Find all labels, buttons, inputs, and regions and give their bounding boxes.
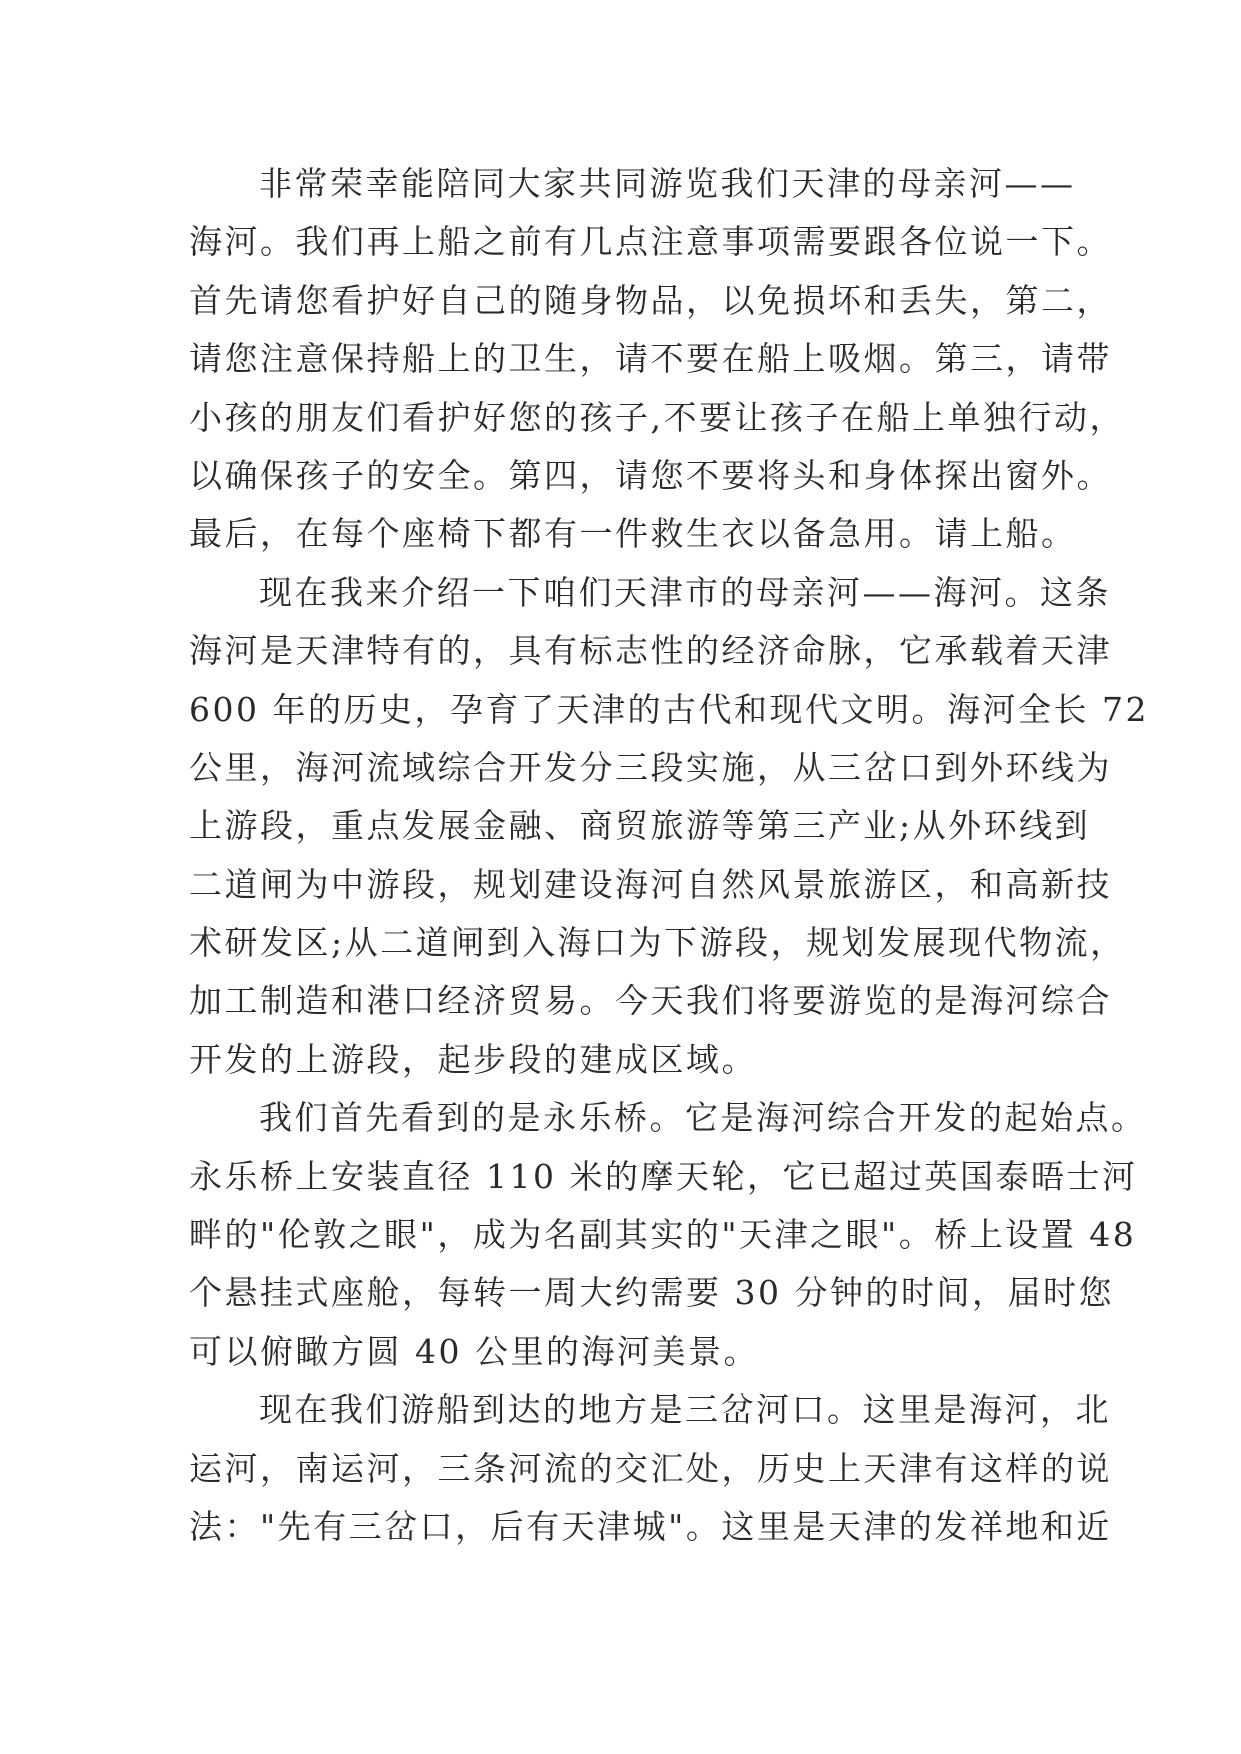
paragraph-line: 小孩的朋友们看护好您的孩子,不要让孩子在船上单独行动， [189,397,1125,437]
paragraph-line: 畔的"伦敦之眼"，成为名副其实的"天津之眼"。桥上设置 48 [189,1215,1137,1255]
paragraph-line: 运河，南运河，三条河流的交汇处，历史上天津有这样的说 [189,1448,1112,1488]
paragraph-1 [189,155,1125,564]
paragraph-line: 开发的上游段，起步段的建成区域。 [189,1039,757,1079]
document-body [189,155,1149,1556]
paragraph-line: 最后，在每个座椅下都有一件救生衣以备急用。请上船。 [189,514,1077,554]
paragraph-line: 首先请您看护好自己的随身物品，以免损坏和丢失，第二， [189,280,1112,320]
paragraph-line: 非常荣幸能陪同大家共同游览我们天津的母亲河—— [259,164,1076,203]
paragraph-line: 可以俯瞰方圆 40 公里的海河美景。 [189,1331,759,1371]
paragraph-line: 以确保孩子的安全。第四，请您不要将头和身体探出窗外。 [189,455,1112,495]
paragraph-line: 法："先有三岔口，后有天津城"。这里是天津的发祥地和近 [189,1506,1112,1546]
paragraph-line: 公里，海河流域综合开发分三段实施，从三岔口到外环线为 [189,747,1112,787]
paragraph-line: 上游段，重点发展金融、商贸旅游等第三产业;从外环线到 [189,806,1091,846]
paragraph-line: 现在我来介绍一下咱们天津市的母亲河——海河。这条 [259,572,1111,612]
paragraph-line: 永乐桥上安装直径 110 米的摩天轮，它已超过英国泰晤士河 [189,1156,1138,1196]
paragraph-line: 海河是天津特有的，具有标志性的经济命脉，它承载着天津 [189,631,1112,671]
paragraph-line: 术研发区;从二道闸到入海口为下游段，规划发展现代物流， [189,923,1126,963]
paragraph-line: 600 年的历史，孕育了天津的古代和现代文明。海河全长 72 [189,689,1149,729]
paragraph-line: 请您注意保持船上的卫生，请不要在船上吸烟。第三，请带 [189,339,1112,379]
paragraph-line: 现在我们游船到达的地方是三岔河口。这里是海河，北 [259,1390,1111,1430]
paragraph-line: 个悬挂式座舱，每转一周大约需要 30 分钟的时间，届时您 [189,1273,1114,1313]
paragraph-line: 加工制造和港口经济贸易。今天我们将要游览的是海河综合 [189,981,1112,1021]
paragraph-4 [189,1381,1112,1556]
paragraph-line: 二道闸为中游段，规划建设海河自然风景旅游区，和高新技 [189,864,1112,904]
paragraph-3 [189,1089,1147,1381]
paragraph-line: 我们首先看到的是永乐桥。它是海河综合开发的起始点。 [259,1098,1147,1138]
paragraph-2 [189,564,1149,1090]
paragraph-line: 海河。我们再上船之前有几点注意事项需要跟各位说一下。 [189,222,1112,262]
